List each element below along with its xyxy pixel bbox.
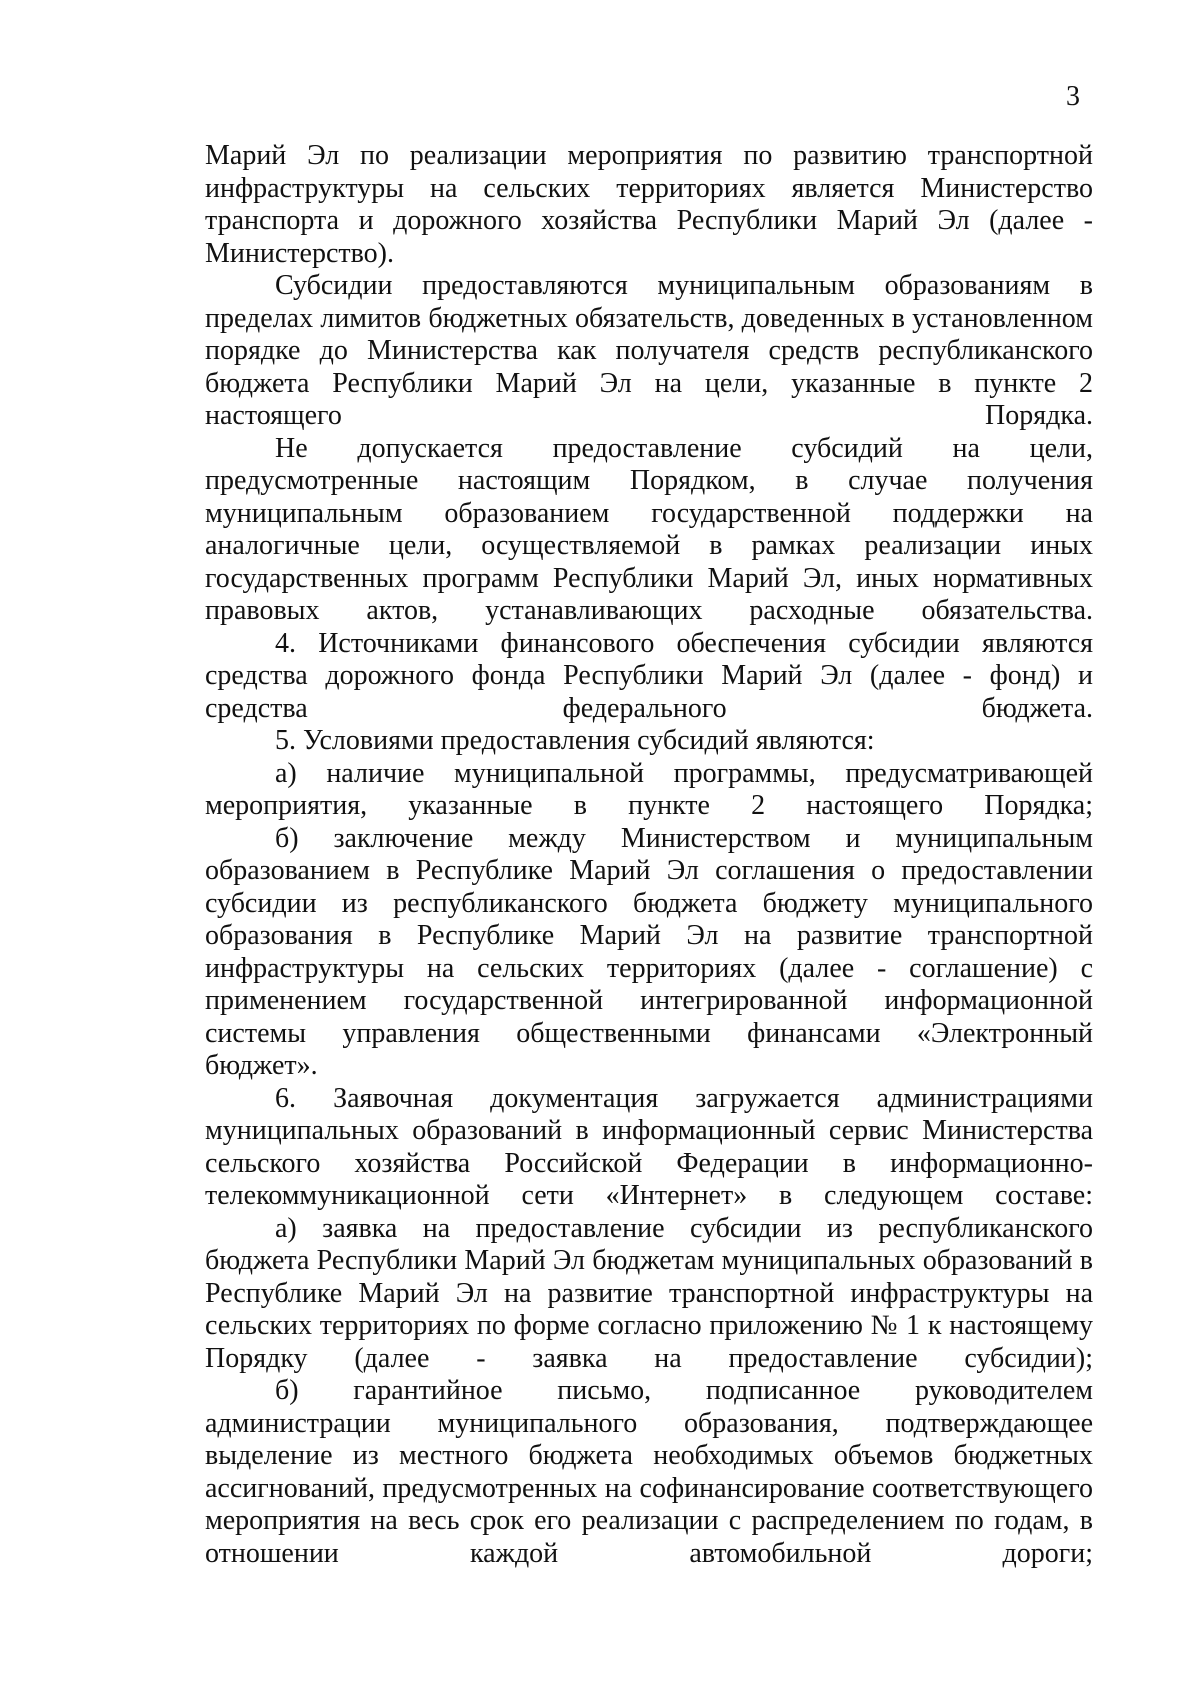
paragraph: а) наличие муниципальной программы, предусматривающей мероприятия, указанные в пункте 2 настоящего Порядка; <box>205 757 1093 821</box>
paragraph: Не допускается предоставление субсидий на цели, предусмотренные настоящим Порядком, в случае получения муниципальным образованием государственной поддержки на аналогичные цели, осуществляемой в рамках реализации иных государственных программ Республики Марий Эл, иных нормативных правовых актов, устанавливающих расходные обязательства. <box>205 432 1093 626</box>
paragraph: Марий Эл по реализации мероприятия по развитию транспортной инфраструктуры на сельских территориях является Министерство транспорта и дорожного хозяйства Республики Марий Эл (далее - Министерство). <box>205 140 1093 269</box>
paragraph: 4. Источниками финансового обеспечения субсидии являются средства дорожного фонда Республики Марий Эл (далее - фонд) и средства федерального бюджета. <box>205 627 1093 724</box>
document-body <box>205 140 1093 1570</box>
paragraph: 5. Условиями предоставления субсидий являются: <box>275 725 875 756</box>
paragraph: 6. Заявочная документация загружается администрациями муниципальных образований в информационный сервис Министерства сельского хозяйства Российской Федерации в информационно-телекоммуникационной сети «Интернет» в следующем составе: <box>205 1082 1093 1211</box>
page-number: 3 <box>1066 81 1080 112</box>
paragraph: Субсидии предоставляются муниципальным образованиям в пределах лимитов бюджетных обязательств, доведенных в установленном порядке до Министерства как получателя средств республиканского бюджета Республики Марий Эл на цели, указанные в пункте 2 настоящего Порядка. <box>205 270 1093 431</box>
paragraph: а) заявка на предоставление субсидии из республиканского бюджета Республики Марий Эл бюджетам муниципальных образований в Республике Марий Эл на развитие транспортной инфраструктуры на сельских территориях по форме согласно приложению № 1 к настоящему Порядку (далее - заявка на предоставление субсидии); <box>205 1212 1093 1374</box>
paragraph: б) заключение между Министерством и муниципальным образованием в Республике Марий Эл соглашения о предоставлении субсидии из республиканского бюджета бюджету муниципального образования в Республике Марий Эл на развитие транспортной инфраструктуры на сельских территориях (далее - соглашение) с применением государственной интегрированной информационной системы управления общественными финансами «Электронный бюджет». <box>205 822 1093 1081</box>
paragraph: б) гарантийное письмо, подписанное руководителем администрации муниципального образования, подтверждающее выделение из местного бюджета необходимых объемов бюджетных ассигнований, предусмотренных на софинансирование соответствующего мероприятия на весь срок его реализации с распределением по годам, в отношении каждой автомобильной дороги; <box>205 1375 1093 1569</box>
